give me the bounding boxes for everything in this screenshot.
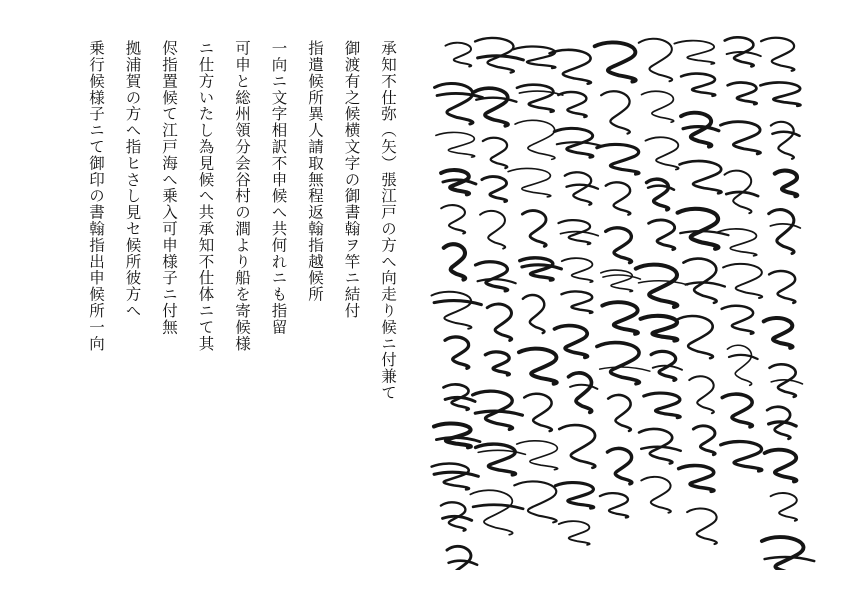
brush-stroke	[686, 282, 725, 286]
brush-stroke	[555, 483, 593, 509]
transcription-column: 拠浦賀の方へ指ヒさし見セ候所彼方へ	[123, 40, 142, 319]
brush-stroke	[641, 447, 680, 451]
transcription-column: 一向ニ文字相訳不申候へ共何れニも指留	[269, 40, 288, 336]
brush-stroke	[639, 281, 688, 285]
brush-stroke	[519, 349, 557, 384]
transcription-column: 御渡有之候横文字の御書翰ヲ竿ニ結付	[342, 40, 361, 319]
brush-stroke	[639, 39, 672, 81]
brush-stroke	[681, 74, 715, 96]
brush-stroke	[649, 220, 675, 250]
brush-stroke	[648, 186, 674, 190]
brush-stroke	[769, 271, 795, 303]
brush-stroke	[683, 259, 716, 303]
brush-stroke	[441, 205, 465, 233]
brush-stroke	[608, 395, 631, 431]
brush-stroke	[554, 326, 587, 358]
brush-stroke	[515, 120, 555, 159]
brush-stroke	[641, 316, 678, 341]
brush-stroke	[597, 343, 640, 384]
brush-stroke	[473, 505, 523, 509]
brush-stroke	[524, 394, 552, 431]
transcription-column: 侭指置候て江戸海へ乗入可申様子ニ付無	[160, 40, 178, 336]
brush-stroke	[680, 161, 722, 193]
transcription-column: 乗行候様子ニて御印の書翰指出申候所一向	[87, 40, 105, 352]
brush-stroke	[772, 132, 799, 136]
transcription-column: ニ仕方いたし為見候へ共承知不仕体ニて其	[196, 40, 215, 352]
brush-stroke	[475, 262, 507, 291]
brush-stroke	[485, 352, 509, 375]
brush-stroke	[603, 275, 640, 279]
brush-stroke	[445, 337, 469, 368]
brush-stroke	[607, 448, 631, 483]
brush-stroke	[647, 179, 669, 210]
brush-stroke	[431, 292, 471, 329]
brush-stroke	[722, 306, 754, 334]
brush-stroke	[437, 93, 482, 97]
brush-stroke	[606, 228, 632, 263]
transcription-column: 承知不仕弥（矢）張江戸の方へ向走り候ニ付兼て	[379, 40, 397, 401]
brush-stroke	[771, 122, 794, 159]
brush-stroke	[517, 85, 554, 112]
brush-stroke	[676, 316, 713, 358]
brush-stroke	[602, 302, 638, 334]
brush-stroke	[517, 441, 558, 470]
brush-stroke	[770, 224, 800, 228]
brush-stroke	[595, 42, 636, 81]
brush-stroke	[476, 444, 516, 475]
brush-stroke	[514, 481, 556, 522]
brush-stroke	[523, 295, 545, 333]
brush-stroke	[769, 210, 794, 254]
brush-stroke	[765, 450, 797, 482]
brush-stroke	[445, 43, 471, 67]
brush-stroke	[565, 172, 592, 204]
brush-stroke	[687, 508, 717, 544]
brush-stroke	[447, 546, 471, 570]
brush-stroke	[445, 397, 475, 401]
brush-stroke	[520, 258, 553, 280]
brush-stroke	[678, 209, 719, 249]
brush-stroke	[508, 168, 551, 196]
transcription-column: 指遣候所異人請取無程返翰指越候所	[306, 40, 324, 303]
brush-stroke	[432, 464, 469, 490]
brush-stroke	[764, 318, 793, 348]
manuscript-calligraphy	[428, 18, 838, 570]
brush-stroke	[570, 385, 597, 389]
brush-stroke	[597, 144, 639, 174]
brush-stroke	[760, 82, 800, 105]
brush-stroke	[519, 91, 562, 95]
brush-stroke	[475, 411, 522, 415]
brush-stroke	[729, 355, 758, 359]
brush-stroke	[689, 376, 714, 413]
brush-stroke	[434, 301, 481, 305]
brush-stroke	[601, 270, 633, 292]
brush-stroke	[600, 493, 628, 517]
brush-stroke	[674, 41, 714, 64]
brush-stroke	[727, 345, 751, 385]
brush-stroke	[478, 279, 516, 283]
brush-stroke	[436, 132, 475, 157]
brush-stroke	[559, 521, 590, 545]
brush-stroke	[636, 265, 678, 307]
handwritten-manuscript-image	[428, 18, 838, 570]
brush-stroke	[444, 244, 465, 279]
brush-stroke	[522, 211, 546, 247]
brush-stroke	[645, 137, 678, 169]
brush-stroke	[435, 84, 473, 124]
brush-stroke	[559, 425, 595, 468]
brush-stroke	[726, 192, 758, 196]
brush-stroke	[561, 291, 592, 313]
brush-stroke	[482, 177, 507, 202]
brush-stroke	[434, 472, 478, 476]
brush-stroke	[644, 393, 680, 418]
transcription-text	[46, 40, 406, 460]
brush-stroke	[728, 82, 757, 104]
brush-stroke	[480, 211, 505, 249]
brush-stroke	[679, 466, 714, 492]
brush-stroke	[436, 438, 480, 442]
brush-stroke	[600, 367, 650, 371]
brush-stroke	[478, 56, 524, 60]
brush-stroke	[474, 88, 508, 126]
brush-stroke	[606, 182, 631, 214]
brush-stroke	[487, 304, 511, 340]
brush-stroke	[693, 426, 715, 455]
brush-stroke	[723, 264, 762, 298]
brush-stroke	[771, 493, 797, 521]
brush-stroke	[761, 38, 794, 71]
brush-stroke	[642, 91, 674, 122]
brush-stroke	[722, 394, 752, 427]
brush-stroke	[483, 138, 507, 168]
brush-stroke	[762, 537, 804, 570]
brush-stroke	[720, 122, 760, 154]
brush-stroke	[434, 423, 471, 447]
brush-stroke	[721, 442, 762, 471]
brush-stroke	[562, 258, 593, 282]
brush-stroke	[470, 490, 512, 534]
brush-stroke	[478, 450, 525, 454]
transcription-column: 可申と総州領分会谷村の澗より船を寄候様	[233, 40, 251, 352]
brush-stroke	[641, 477, 671, 513]
brush-stroke	[601, 91, 630, 133]
brush-stroke	[569, 373, 592, 412]
brush-stroke	[775, 171, 797, 197]
